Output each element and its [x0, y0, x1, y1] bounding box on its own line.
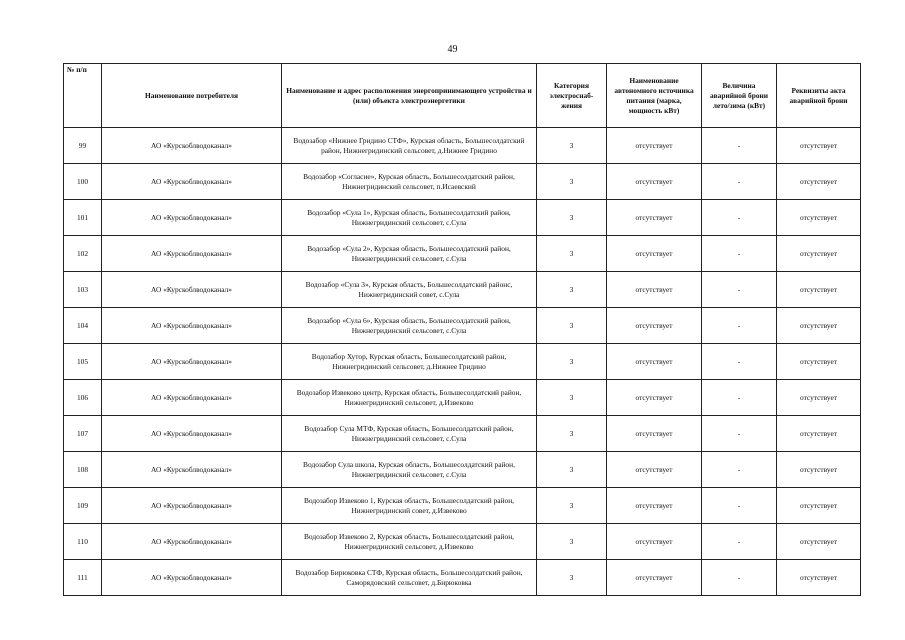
cell-object: Водозабор Бирюковка СТФ, Курская область, Большесолдатский район, Саморядовский сельсовет, д.Бирюковка — [282, 560, 537, 596]
header-num: № п/п — [64, 64, 102, 128]
cell-object: Водозабор «Согласие», Курская область, Большесолдатский район, Нижнегридинский сельсовет, п.Исаевский — [282, 164, 537, 200]
cell-act: отсутствует — [777, 560, 861, 596]
cell-consumer: АО «Курскоблводоканал» — [102, 164, 282, 200]
table-row — [64, 128, 861, 164]
cell-act: отсутствует — [777, 416, 861, 452]
cell-num: 100 — [64, 164, 102, 200]
cell-consumer: АО «Курскоблводоканал» — [102, 560, 282, 596]
cell-category: 3 — [537, 308, 607, 344]
cell-act: отсутствует — [777, 128, 861, 164]
cell-object: Водозабор Сула школа, Курская область, Большесолдатский район, Нижнегридинский сельсовет, с.Сула — [282, 452, 537, 488]
table-row — [64, 308, 861, 344]
cell-reserve: - — [702, 524, 777, 560]
cell-category: 3 — [537, 164, 607, 200]
table-row — [64, 380, 861, 416]
cell-consumer: АО «Курскоблводоканал» — [102, 308, 282, 344]
cell-category: 3 — [537, 380, 607, 416]
header-reserve: Величина аварийной брони лето/зима (кВт) — [702, 64, 777, 128]
cell-source: отсутствует — [607, 308, 702, 344]
cell-num: 104 — [64, 308, 102, 344]
cell-reserve: - — [702, 128, 777, 164]
header-object: Наименование и адрес расположения энергопринимающего устройства и (или) объекта электроэнергетики — [282, 64, 537, 128]
cell-reserve: - — [702, 344, 777, 380]
cell-category: 3 — [537, 236, 607, 272]
cell-reserve: - — [702, 416, 777, 452]
cell-act: отсутствует — [777, 524, 861, 560]
cell-object: Водозабор Сула МТФ, Курская область, Большесолдатский район, Нижнегридинский сельсовет, с.Сула — [282, 416, 537, 452]
cell-object: Водозабор Хутор, Курская область, Большесолдатский район, Нижнегридинский сельсовет, д.Нижнее Гридино — [282, 344, 537, 380]
cell-category: 3 — [537, 344, 607, 380]
header-category: Категория электроснаб-жения — [537, 64, 607, 128]
cell-num: 110 — [64, 524, 102, 560]
cell-act: отсутствует — [777, 308, 861, 344]
cell-reserve: - — [702, 488, 777, 524]
table-row — [64, 164, 861, 200]
cell-category: 3 — [537, 524, 607, 560]
header-consumer: Наименование потребителя — [102, 64, 282, 128]
cell-num: 109 — [64, 488, 102, 524]
cell-consumer: АО «Курскоблводоканал» — [102, 344, 282, 380]
cell-consumer: АО «Курскоблводоканал» — [102, 272, 282, 308]
table-body — [64, 128, 861, 596]
cell-object: Водозабор Извеково 2, Курская область, Большесолдатский район, Нижнегридинский сельсовет, д.Извеково — [282, 524, 537, 560]
cell-consumer: АО «Курскоблводоканал» — [102, 236, 282, 272]
cell-object: Водозабор «Сула 6», Курская область, Большесолдатский район, Нижнегридинский сельсовет, с.Сула — [282, 308, 537, 344]
header-act: Реквизиты акта аварийной брони — [777, 64, 861, 128]
cell-consumer: АО «Курскоблводоканал» — [102, 200, 282, 236]
cell-act: отсутствует — [777, 236, 861, 272]
table-row — [64, 236, 861, 272]
cell-act: отсутствует — [777, 344, 861, 380]
cell-source: отсутствует — [607, 560, 702, 596]
cell-source: отсутствует — [607, 524, 702, 560]
cell-num: 106 — [64, 380, 102, 416]
cell-reserve: - — [702, 272, 777, 308]
cell-object: Водозабор «Сула 2», Курская область, Большесолдатский район, Нижнегридинский сельсовет, с.Сула — [282, 236, 537, 272]
cell-reserve: - — [702, 308, 777, 344]
cell-num: 99 — [64, 128, 102, 164]
cell-reserve: - — [702, 452, 777, 488]
cell-category: 3 — [537, 488, 607, 524]
cell-source: отсутствует — [607, 200, 702, 236]
cell-source: отсутствует — [607, 380, 702, 416]
cell-consumer: АО «Курскоблводоканал» — [102, 524, 282, 560]
cell-object: Водозабор «Нижнее Гридино СТФ», Курская область, Большесолдатский район, Нижнегридинский сельсовет, д.Нижнее Гридино — [282, 128, 537, 164]
table-row — [64, 452, 861, 488]
cell-num: 107 — [64, 416, 102, 452]
cell-object: Водозабор Извеково центр, Курская область, Большесолдатский район, Нижнегридинский сельсовет, д.Извеково — [282, 380, 537, 416]
table-row — [64, 560, 861, 596]
cell-num: 111 — [64, 560, 102, 596]
cell-act: отсутствует — [777, 452, 861, 488]
cell-reserve: - — [702, 560, 777, 596]
cell-act: отсутствует — [777, 164, 861, 200]
cell-object: Водозабор «Сула 3», Курская область, Большесолдатский районс, Нижнегридинский совет, с.Сула — [282, 272, 537, 308]
header-row — [64, 64, 861, 128]
cell-consumer: АО «Курскоблводоканал» — [102, 416, 282, 452]
cell-reserve: - — [702, 380, 777, 416]
table-row — [64, 344, 861, 380]
cell-num: 108 — [64, 452, 102, 488]
cell-category: 3 — [537, 452, 607, 488]
page-number: 49 — [447, 44, 458, 55]
cell-reserve: - — [702, 200, 777, 236]
cell-object: Водозабор «Сула 1», Курская область, Большесолдатский район, Нижнегридинский сельсовет, с.Сула — [282, 200, 537, 236]
cell-num: 102 — [64, 236, 102, 272]
cell-act: отсутствует — [777, 488, 861, 524]
cell-source: отсутствует — [607, 416, 702, 452]
cell-act: отсутствует — [777, 272, 861, 308]
cell-source: отсутствует — [607, 488, 702, 524]
emergency-reserve-table — [63, 63, 861, 596]
header-source: Наименование автономного источника питания (марка, мощность кВт) — [607, 64, 702, 128]
cell-category: 3 — [537, 200, 607, 236]
cell-num: 101 — [64, 200, 102, 236]
cell-source: отсутствует — [607, 452, 702, 488]
cell-consumer: АО «Курскоблводоканал» — [102, 128, 282, 164]
cell-object: Водозабор Извеково 1, Курская область, Большесолдатский район, Нижнегридинский совет, д.Извеково — [282, 488, 537, 524]
table-row — [64, 488, 861, 524]
cell-reserve: - — [702, 164, 777, 200]
cell-category: 3 — [537, 416, 607, 452]
cell-source: отсутствует — [607, 164, 702, 200]
cell-category: 3 — [537, 272, 607, 308]
cell-num: 105 — [64, 344, 102, 380]
table-row — [64, 524, 861, 560]
cell-source: отсутствует — [607, 344, 702, 380]
cell-act: отсутствует — [777, 200, 861, 236]
cell-act: отсутствует — [777, 380, 861, 416]
cell-source: отсутствует — [607, 128, 702, 164]
cell-reserve: - — [702, 236, 777, 272]
cell-consumer: АО «Курскоблводоканал» — [102, 380, 282, 416]
cell-consumer: АО «Курскоблводоканал» — [102, 488, 282, 524]
table-row — [64, 416, 861, 452]
cell-category: 3 — [537, 560, 607, 596]
table-row — [64, 272, 861, 308]
cell-consumer: АО «Курскоблводоканал» — [102, 452, 282, 488]
table-header — [64, 64, 861, 128]
cell-num: 103 — [64, 272, 102, 308]
table-row — [64, 200, 861, 236]
cell-source: отсутствует — [607, 272, 702, 308]
cell-category: 3 — [537, 128, 607, 164]
cell-source: отсутствует — [607, 236, 702, 272]
